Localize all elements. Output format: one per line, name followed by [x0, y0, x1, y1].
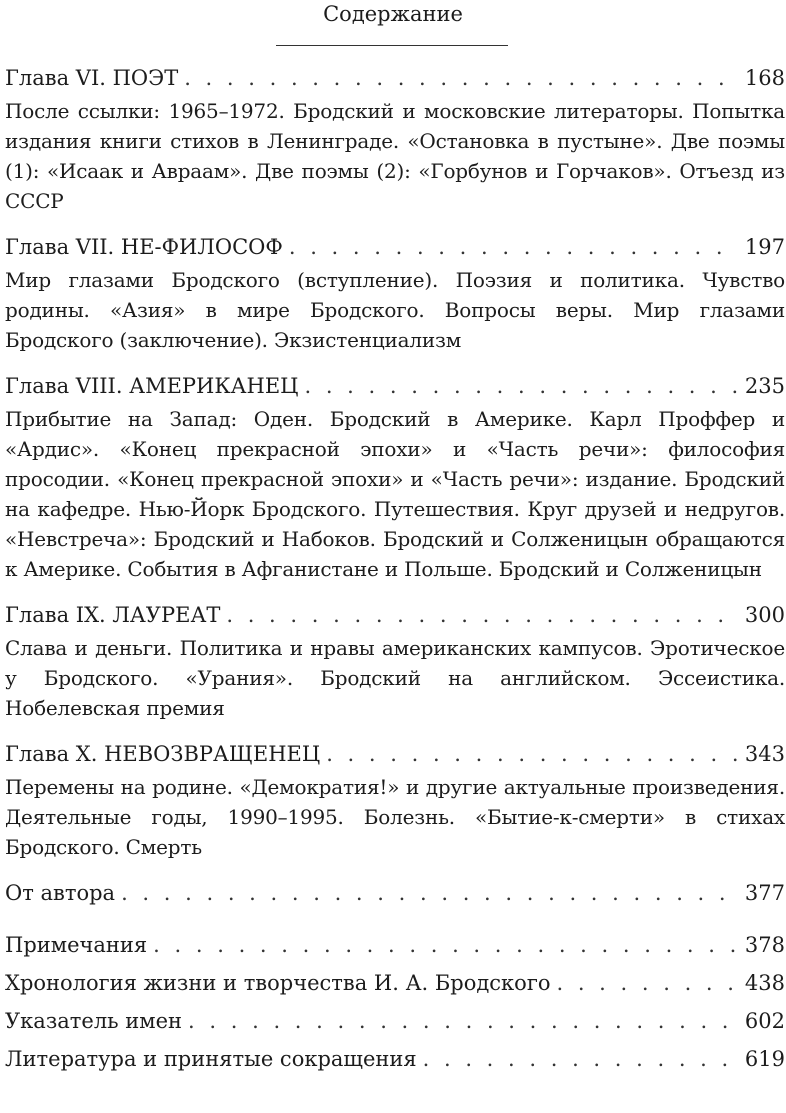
- toc-entry[interactable]: [5, 232, 785, 262]
- leader-dots: [556, 968, 738, 998]
- page-number: 235: [744, 374, 785, 398]
- leader-dots: [289, 232, 739, 262]
- leader-dots: [304, 371, 738, 401]
- toc-entry-appendix[interactable]: [5, 968, 785, 998]
- leader-dots: [184, 63, 739, 93]
- entry-title: Литература и принятые сокращения: [5, 1047, 417, 1071]
- toc-entry-afterword[interactable]: [5, 878, 785, 908]
- chapter-description: Мир глазами Бродского (вступление). Поэзия и политика. Чувство родины. «Азия» в мире Бродского. Вопросы веры. Мир глазами Бродского (заключение). Экзистенциализм: [5, 268, 785, 352]
- toc-chapter: [5, 63, 785, 216]
- page-number: 300: [744, 603, 785, 627]
- page-number: 197: [744, 235, 785, 259]
- section-gap: [5, 908, 785, 930]
- page-number: 602: [744, 1009, 785, 1033]
- toc-entry[interactable]: [5, 63, 785, 93]
- toc-chapter: [5, 600, 785, 723]
- page-number: 168: [744, 66, 785, 90]
- entry-title: Хронология жизни и творчества И. А. Бродского: [5, 971, 551, 995]
- chapter-title: Глава X. НЕВОЗВРАЩЕНЕЦ: [5, 742, 321, 766]
- toc-entry[interactable]: [5, 739, 785, 769]
- page-header: Содержание: [323, 2, 463, 26]
- chapter-title: Глава VIII. АМЕРИКАНЕЦ: [5, 374, 299, 398]
- toc-entry-appendix[interactable]: [5, 1044, 785, 1074]
- entry-title: От автора: [5, 881, 116, 905]
- toc-chapter: [5, 739, 785, 862]
- page-number: 378: [744, 933, 785, 957]
- leader-dots: [188, 1006, 739, 1036]
- toc-chapter: [5, 232, 785, 355]
- toc-entry[interactable]: [5, 371, 785, 401]
- chapter-title: Глава VII. НЕ-ФИЛОСОФ: [5, 235, 283, 259]
- leader-dots: [153, 930, 739, 960]
- leader-dots: [121, 878, 739, 908]
- chapter-description: Прибытие на Запад: Оден. Бродский в Америке. Карл Проффер и «Ардис». «Конец прекрасной эпохи» и «Часть речи»: философия просодии. «Конец прекрасной эпохи» и «Часть речи»: издание. Бродский на кафедре. Нью-Йорк Бродского. Путешествия. Круг друзей и недругов. «Невстреча»: Бродский и Набоков. Бродский и Солженицын обращаются к Америке. События в Афганистане и Польше. Бродский и Солженицын: [5, 407, 785, 581]
- chapter-description: Слава и деньги. Политика и нравы американских кампусов. Эротическое у Бродского. «Урания». Бродский на английском. Эссеистика. Нобелевская премия: [5, 636, 785, 720]
- entry-title: Указатель имен: [5, 1009, 183, 1033]
- toc: [5, 63, 785, 1082]
- chapter-description: Перемены на родине. «Демократия!» и другие актуальные произведения. Деятельные годы, 1990–1995. Болезнь. «Бытие-к-смерти» в стихах Бродского. Смерть: [5, 775, 785, 859]
- page-number: 343: [744, 742, 785, 766]
- chapter-title: Глава VI. ПОЭТ: [5, 66, 179, 90]
- leader-dots: [423, 1044, 739, 1074]
- chapter-description: После ссылки: 1965–1972. Бродский и московские литераторы. Попытка издания книги стихов в Ленинграде. «Остановка в пустыне». Две поэмы (1): «Исаак и Авраам». Две поэмы (2): «Горбунов и Горчаков». Отъезд из СССР: [5, 99, 785, 213]
- toc-entry-appendix[interactable]: [5, 930, 785, 960]
- page-number: 377: [744, 881, 785, 905]
- page-number: 619: [744, 1047, 785, 1071]
- leader-dots: [326, 739, 739, 769]
- leader-dots: [226, 600, 739, 630]
- toc-entry[interactable]: [5, 600, 785, 630]
- page-number: 438: [744, 971, 785, 995]
- entry-title: Примечания: [5, 933, 148, 957]
- chapter-title: Глава IX. ЛАУРЕАТ: [5, 603, 221, 627]
- header-rule: [276, 45, 508, 46]
- toc-chapter: [5, 371, 785, 584]
- toc-entry-appendix[interactable]: [5, 1006, 785, 1036]
